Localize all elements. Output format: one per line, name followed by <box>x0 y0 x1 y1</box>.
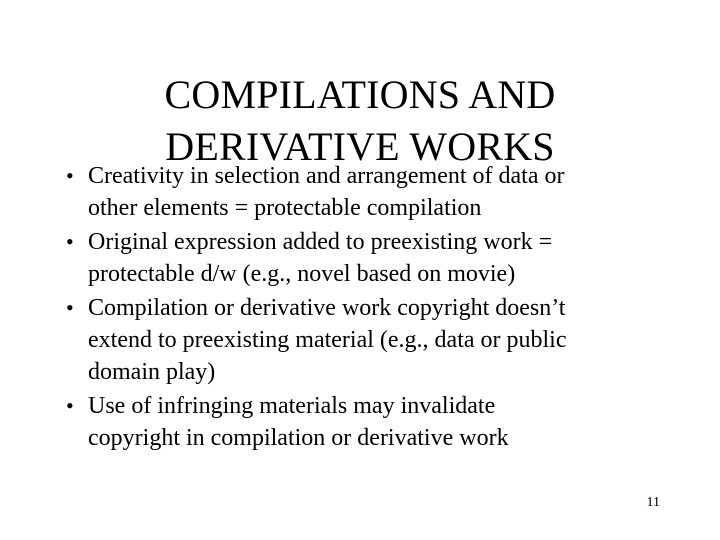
bullet-item <box>60 160 660 224</box>
bullet-text-line: other elements = protectable compilation <box>88 195 482 221</box>
bullet-text-line: domain play) <box>88 359 216 385</box>
bullet-text-line: Use of infringing materials may invalidate <box>88 393 496 419</box>
bullet-item <box>60 390 660 454</box>
bullet-text-line: protectable d/w (e.g., novel based on movie) <box>88 261 516 287</box>
page-number: 11 <box>646 495 660 510</box>
bullet-icon: • <box>66 163 74 188</box>
bullet-icon: • <box>66 393 74 418</box>
bullet-icon: • <box>66 229 74 254</box>
bullet-item <box>60 292 660 388</box>
bullet-text-line: extend to preexisting material (e.g., data or public <box>88 327 567 353</box>
slide-body <box>60 160 660 456</box>
bullet-text-line: Compilation or derivative work copyright doesn’t <box>88 295 566 321</box>
bullet-item <box>60 226 660 290</box>
slide-title-line: DERIVATIVE WORKS <box>165 123 555 169</box>
bullet-icon: • <box>66 295 74 320</box>
bullet-list <box>60 160 660 454</box>
bullet-text-line: Creativity in selection and arrangement of data or <box>88 163 565 189</box>
bullet-text-line: Original expression added to preexisting work = <box>88 229 553 255</box>
slide-title-line: COMPILATIONS AND <box>164 71 556 117</box>
slide-title <box>60 69 660 173</box>
bullet-text-line: copyright in compilation or derivative work <box>88 425 509 451</box>
